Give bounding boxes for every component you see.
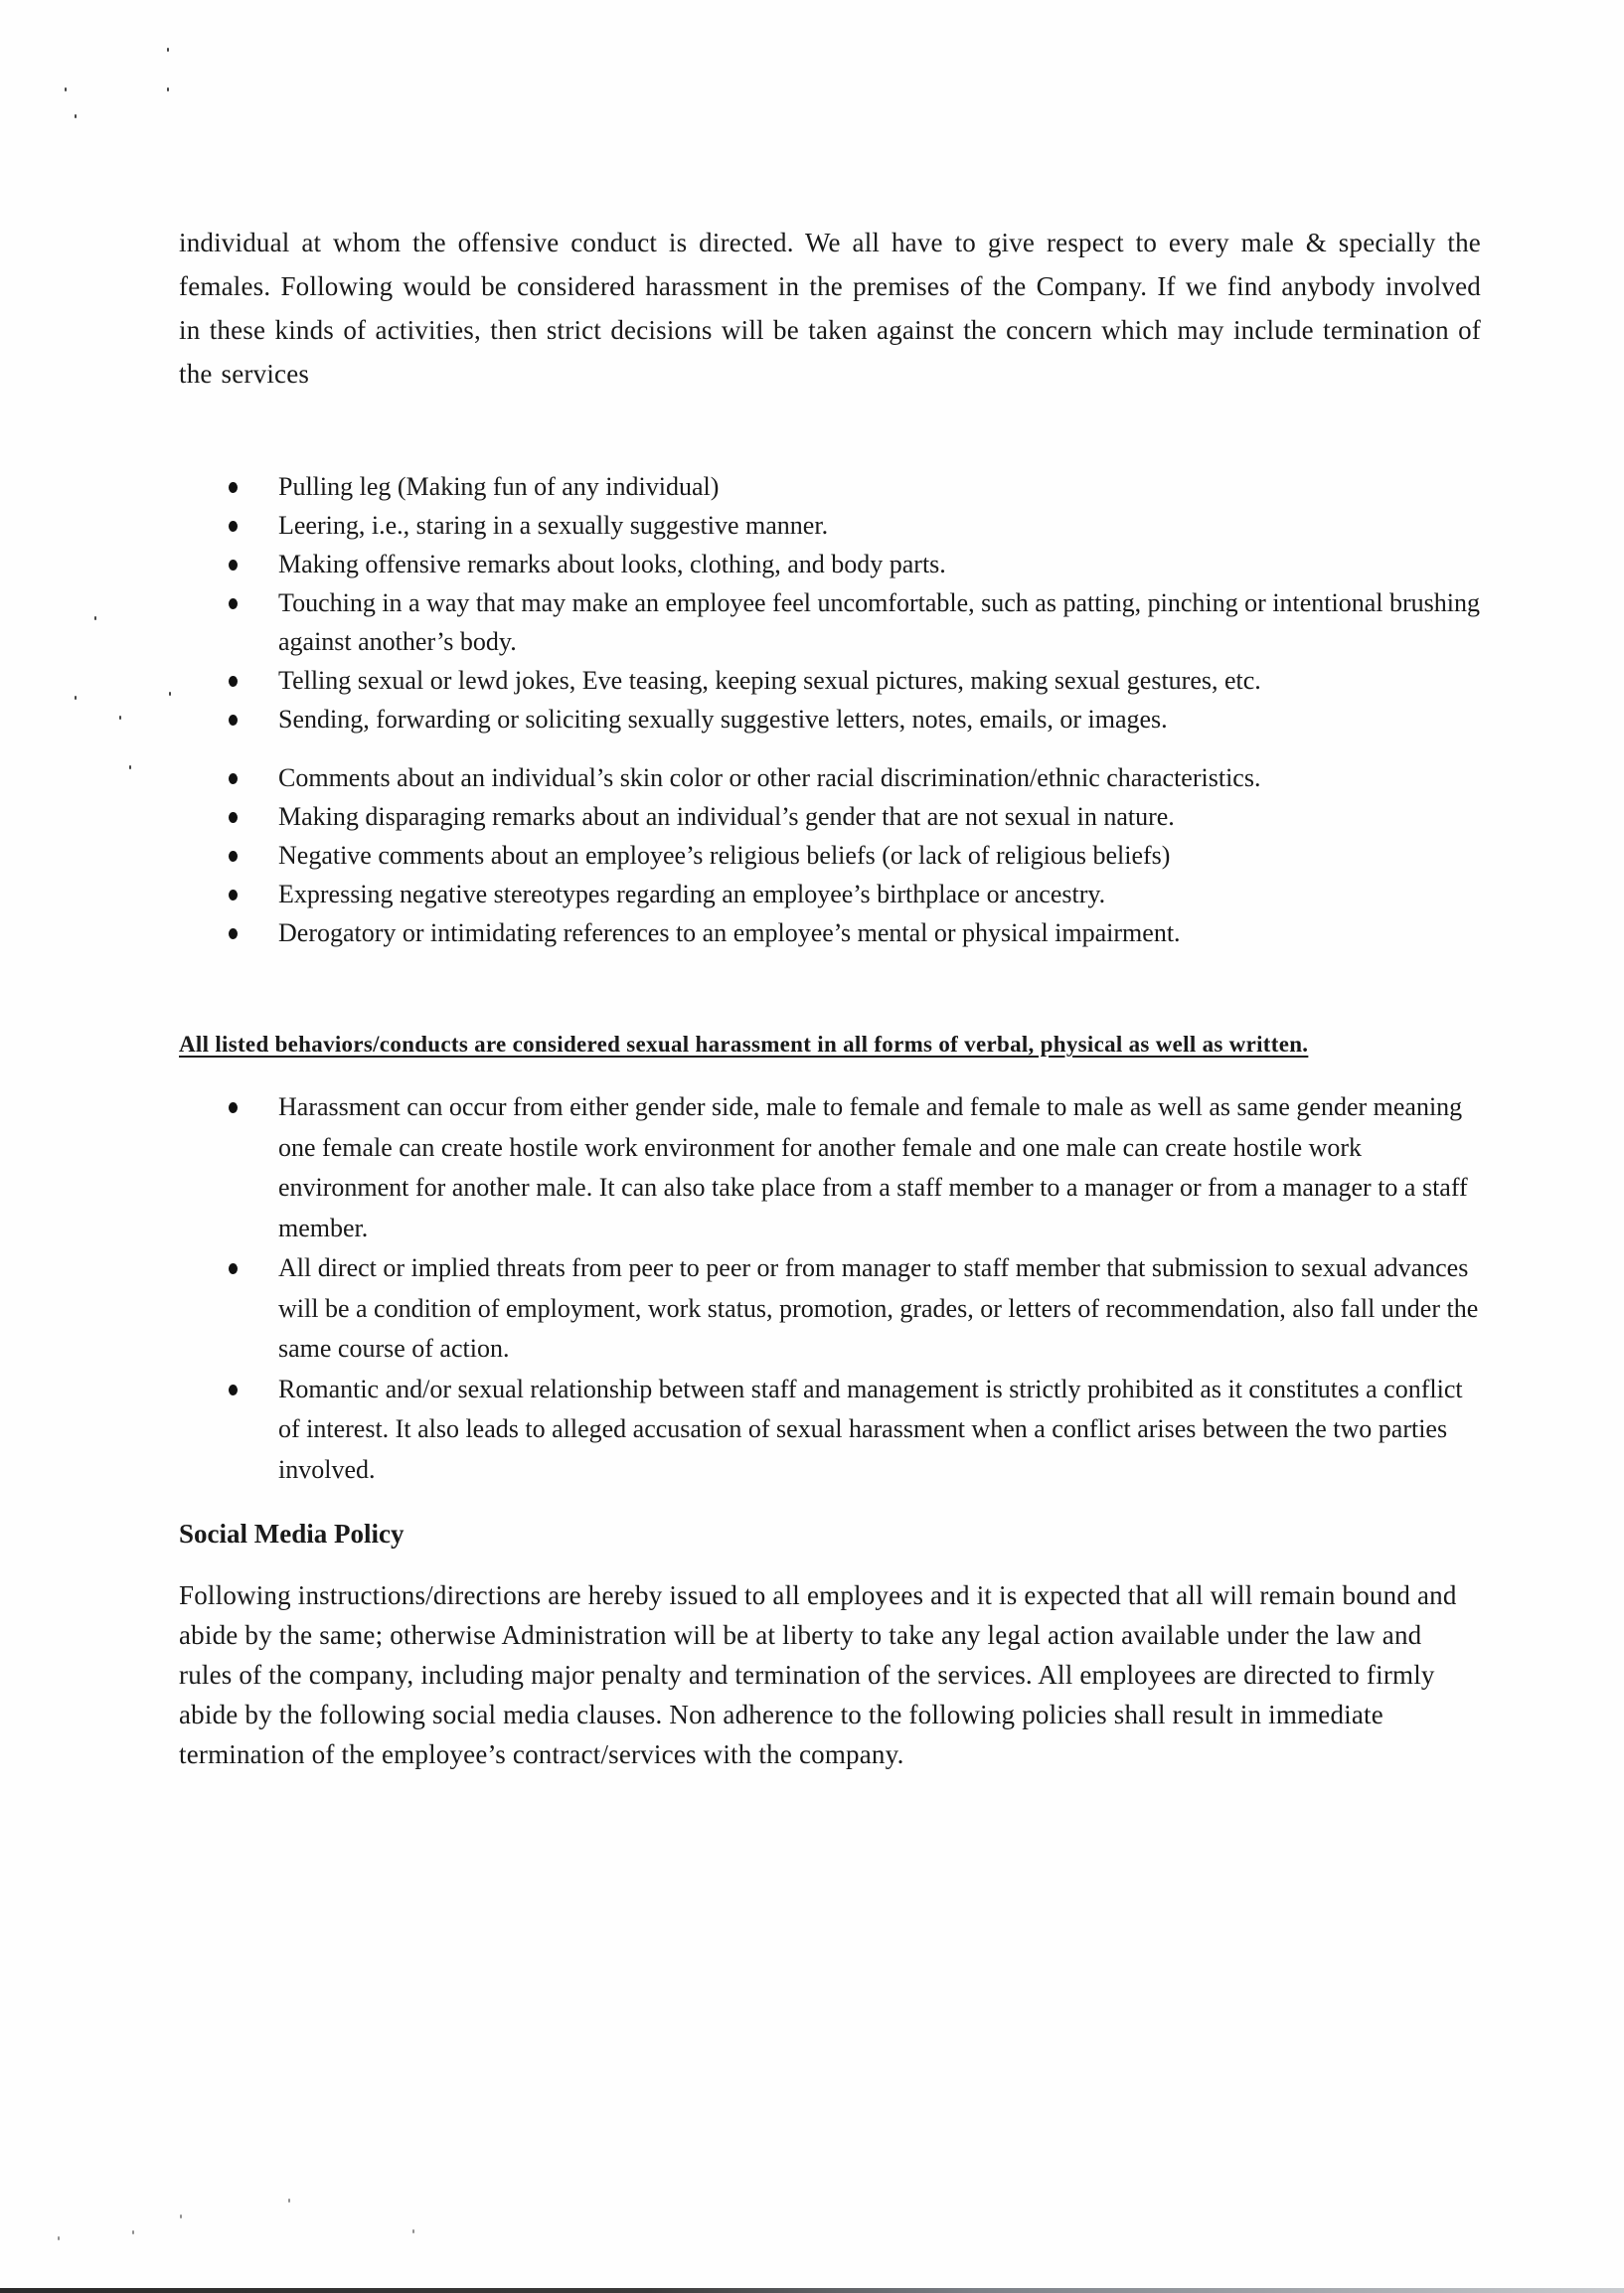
spacer: [179, 396, 1481, 467]
scan-speck: [129, 765, 131, 769]
clarification-list: [179, 1087, 1481, 1490]
social-media-paragraph: Following instructions/directions are hereby issued to all employees and it is expected that all will remain bound and abide by the same; otherwise Administration will be at liberty to take any legal action available under the law and rules of the company, including major penalty and termination of the services. All employees are directed to firmly abide by the following social media clauses. Non adherence to the following policies shall result in immediate termination of the employee’s contract/services with the company.: [179, 1580, 1457, 1769]
spacer: [179, 1065, 1481, 1087]
spacer: [179, 1490, 1481, 1514]
scan-speck: [94, 616, 96, 620]
list-item: Expressing negative stereotypes regarding an employee’s birthplace or ancestry.: [229, 875, 1481, 913]
harassment-list-group-2: [179, 758, 1481, 952]
scan-speck: [180, 2214, 182, 2218]
list-item: Negative comments about an employee’s religious beliefs (or lack of religious beliefs): [229, 836, 1481, 875]
spacer: [179, 1554, 1481, 1575]
harassment-list-group-1: [179, 467, 1481, 738]
scan-speck: [412, 2229, 414, 2233]
section-heading-social-media: Social Media Policy: [179, 1519, 405, 1549]
scan-speck: [169, 692, 171, 696]
scan-speck: [167, 87, 169, 91]
scan-speck: [75, 696, 77, 700]
underlined-note: All listed behaviors/conducts are considered sexual harassment in all forms of verbal, physical as well as written.: [179, 1032, 1309, 1057]
scan-speck: [65, 87, 67, 91]
list-item: All direct or implied threats from peer to peer or from manager to staff member that submission to sexual advances will be a condition of employment, work status, promotion, grades, or letters of recommendation, also fall under the same course of action.: [229, 1248, 1481, 1370]
list-item: Derogatory or intimidating references to an employee’s mental or physical impairment.: [229, 913, 1481, 952]
scan-speck: [119, 716, 121, 720]
list-item: Leering, i.e., staring in a sexually suggestive manner.: [229, 506, 1481, 545]
list-item: Comments about an individual’s skin color or other racial discrimination/ethnic characteristics.: [229, 758, 1481, 797]
list-item: Touching in a way that may make an employee feel uncomfortable, such as patting, pinching or intentional brushing against another’s body.: [229, 583, 1481, 661]
list-item: Romantic and/or sexual relationship between staff and management is strictly prohibited as it constitutes a conflict of interest. It also leads to alleged accusation of sexual harassment when a conflict arises between the two parties involved.: [229, 1370, 1481, 1491]
spacer: [179, 738, 1481, 758]
intro-paragraph: individual at whom the offensive conduct is directed. We all have to give respect to every male & specially the females. Following would be considered harassment in the premises of the Company. If we find anybody involved in these kinds of activities, then strict decisions will be taken against the concern which may include termination of the services: [179, 228, 1481, 389]
scan-speck: [75, 114, 77, 118]
list-item: Telling sexual or lewd jokes, Eve teasing, keeping sexual pictures, making sexual gestures, etc.: [229, 661, 1481, 700]
document-body: [179, 221, 1481, 1774]
scan-speck: [288, 2199, 290, 2203]
list-item: Making offensive remarks about looks, clothing, and body parts.: [229, 545, 1481, 583]
scan-speck: [58, 2236, 60, 2240]
list-item: Making disparaging remarks about an individual’s gender that are not sexual in nature.: [229, 797, 1481, 836]
list-item: Sending, forwarding or soliciting sexually suggestive letters, notes, emails, or images.: [229, 700, 1481, 738]
scan-bottom-edge: [0, 2288, 1624, 2293]
list-item: Pulling leg (Making fun of any individual): [229, 467, 1481, 506]
list-item: Harassment can occur from either gender side, male to female and female to male as well as same gender meaning one female can create hostile work environment for another female and one male can create hostile work environment for another male. It can also take place from a staff member to a manager or from a manager to a staff member.: [229, 1087, 1481, 1248]
spacer: [179, 952, 1481, 1024]
scan-speck: [167, 48, 169, 52]
scan-speck: [132, 2230, 134, 2234]
